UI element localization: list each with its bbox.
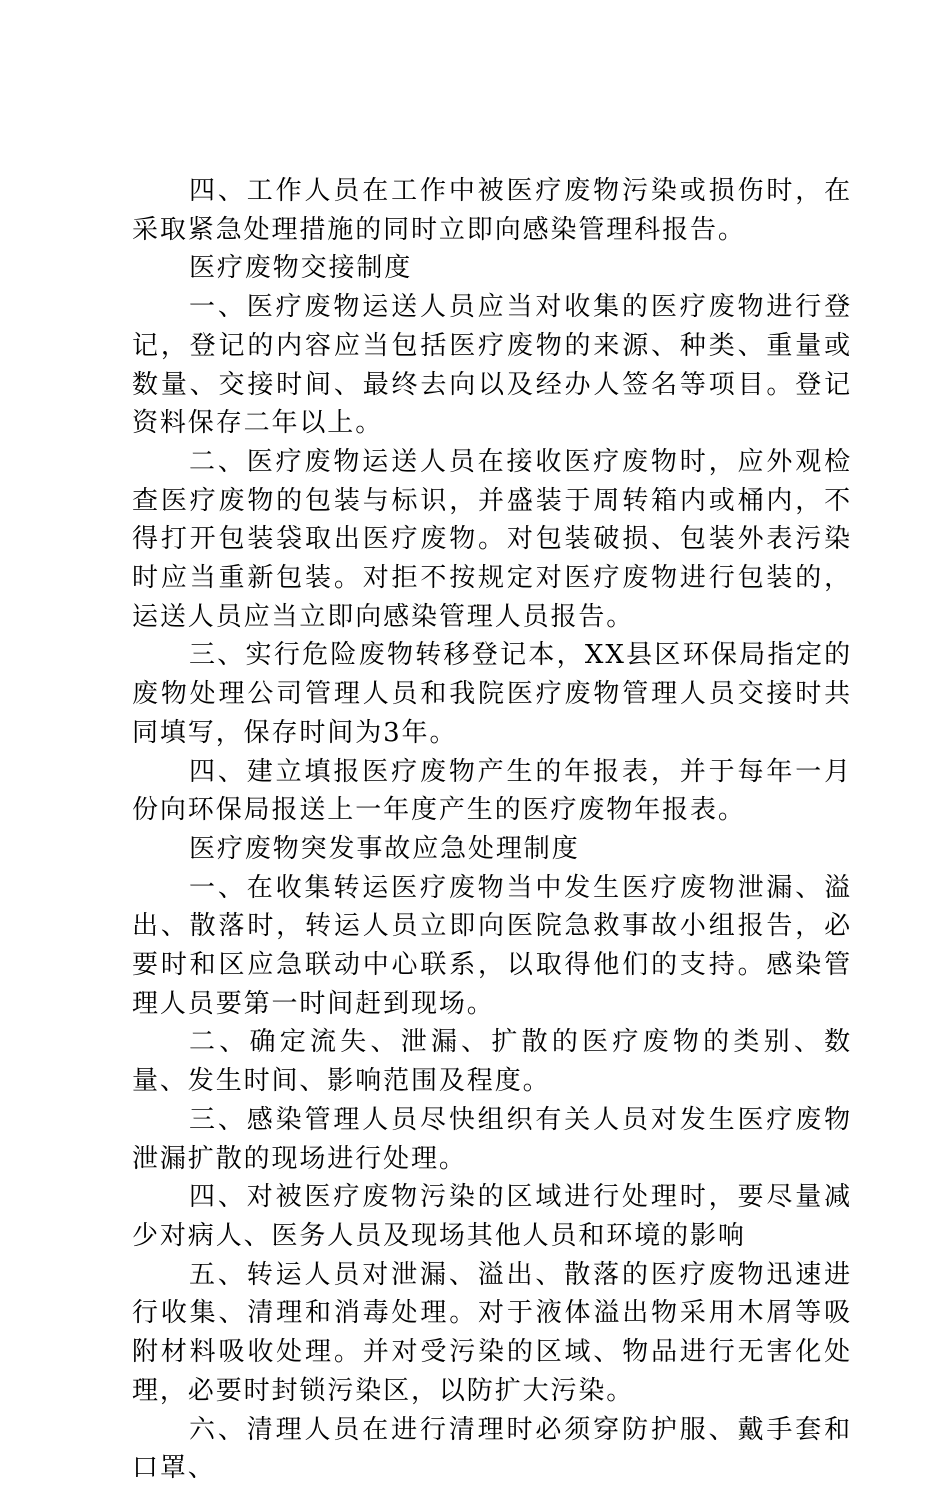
paragraph-staff-injury-report: 四、工作人员在工作中被医疗废物污染或损伤时，在采取紧急处理措施的同时立即向感染管理科报告。 <box>132 176 852 245</box>
paragraph-emergency-assessment: 二、确定流失、泄漏、扩散的医疗废物的类别、数量、发生时间、影响范围及程度。 <box>132 1027 852 1097</box>
paragraph-emergency-report: 一、在收集转运医疗废物当中发生医疗废物泄漏、溢出、散落时，转运人员立即向医院急救事故小组报告，必要时和区应急联动中心联系，以取得他们的支持。感染管理人员要第一时间赶到现场。 <box>132 872 852 1019</box>
document-body <box>132 172 852 1488</box>
section-heading-emergency-system: 医疗废物突发事故应急处理制度 <box>189 833 580 864</box>
paragraph-emergency-minimize-impact: 四、对被医疗废物污染的区域进行处理时，要尽量减少对病人、医务人员及现场其他人员和环境的影响 <box>132 1182 852 1251</box>
paragraph-emergency-cleanup: 五、转运人员对泄漏、溢出、散落的医疗废物迅速进行收集、清理和消毒处理。对于液体溢出物采用木屑等吸附材料吸收处理。并对受污染的区域、物品进行无害化处理，必要时封锁污染区，以防扩大污染。 <box>132 1259 852 1406</box>
paragraph-emergency-protection: 六、清理人员在进行清理时必须穿防护服、戴手套和口罩、 <box>132 1414 852 1484</box>
paragraph-emergency-organize: 三、感染管理人员尽快组织有关人员对发生医疗废物泄漏扩散的现场进行处理。 <box>132 1104 852 1174</box>
paragraph-annual-report: 四、建立填报医疗废物产生的年报表，并于每年一月份向环保局报送上一年度产生的医疗废物年报表。 <box>132 756 852 826</box>
paragraph-handover-registration: 一、医疗废物运送人员应当对收集的医疗废物进行登记，登记的内容应当包括医疗废物的来源、种类、重量或数量、交接时间、最终去向以及经办人签名等项目。登记资料保存二年以上。 <box>132 292 852 439</box>
paragraph-handover-inspection: 二、医疗废物运送人员在接收医疗废物时，应外观检查医疗废物的包装与标识，并盛装于周转箱内或桶内，不得打开包装袋取出医疗废物。对包装破损、包装外表污染时应当重新包装。对拒不按规定对医疗废物进行包装的，运送人员应当立即向感染管理人员报告。 <box>132 446 852 632</box>
paragraph-transfer-record: 三、实行危险废物转移登记本，XX县区环保局指定的废物处理公司管理人员和我院医疗废物管理人员交接时共同填写，保存时间为3年。 <box>132 640 852 748</box>
section-heading-handover-system: 医疗废物交接制度 <box>189 253 413 284</box>
